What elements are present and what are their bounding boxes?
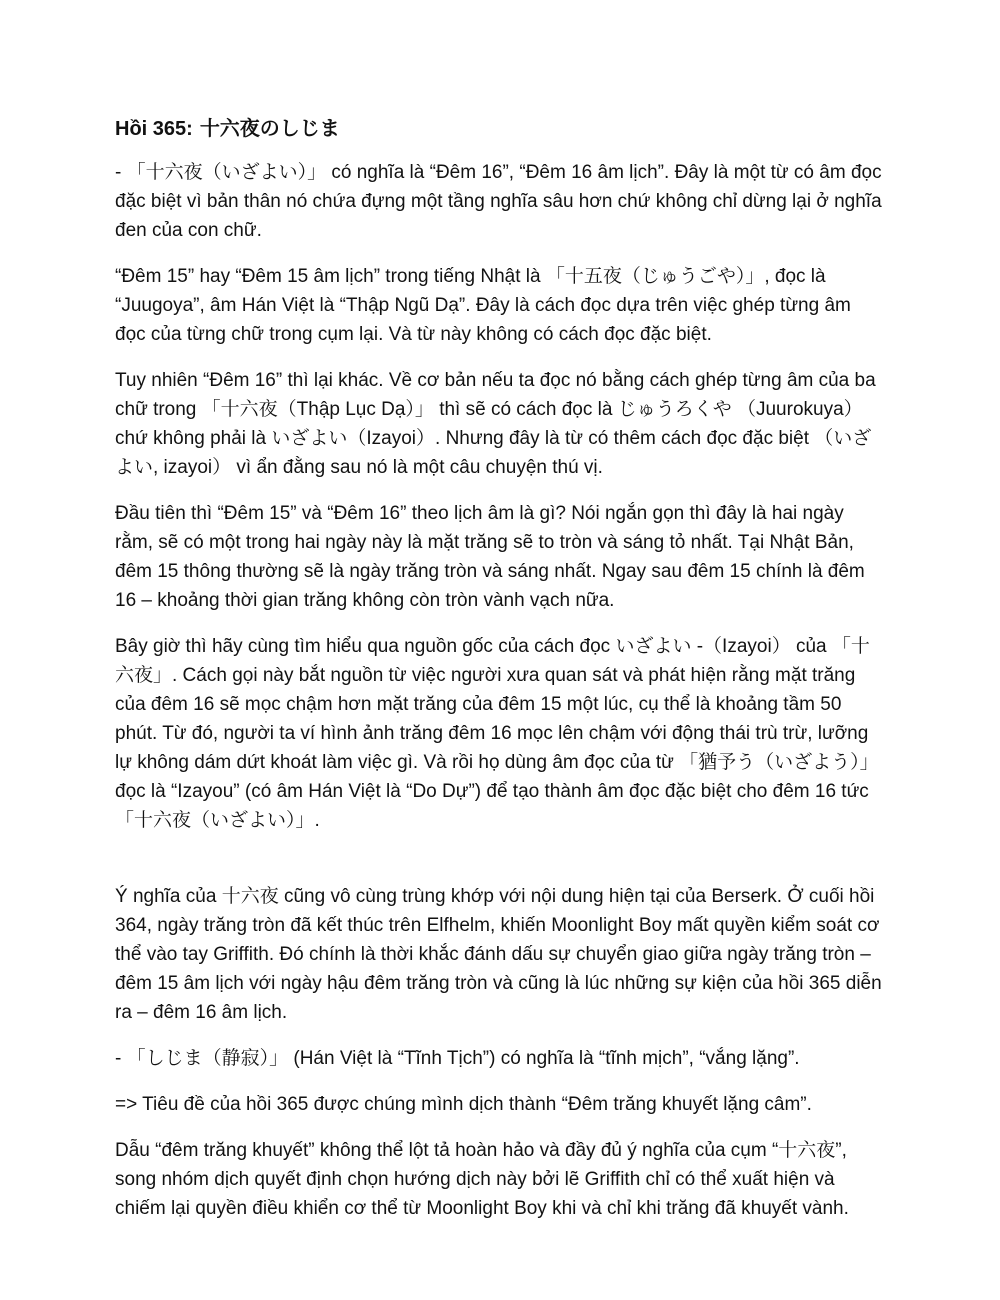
paragraph-title-translation: => Tiêu đề của hồi 365 được chúng mình dịch thành “Đêm trăng khuyết lặng câm”.	[115, 1094, 812, 1115]
paragraph-lunar-calendar-explanation: Đầu tiên thì “Đêm 15” và “Đêm 16” theo lịch âm là gì? Nói ngắn gọn thì đây là hai ngày rằm, sẽ có một trong hai ngày này là mặt trăng sẽ to tròn và sáng tỏ nhất. Tại Nhật Bản, đêm 15 thông thường sẽ là ngày trăng tròn và sáng nhất. Ngay sau đêm 15 chính là đêm 16 – khoảng thời gian trăng không còn tròn vành vạch nữa.	[115, 503, 865, 611]
paragraph-night16-reading: Tuy nhiên “Đêm 16” thì lại khác. Về cơ bản nếu ta đọc nó bằng cách ghép từng âm của ba chữ trong 「十六夜（Thập Lục Dạ）」 thì sẽ có cách đọc là じゅうろくや （Juurokuya） chứ không phải là いざよい（Izayoi）. Nhưng đây là từ có thêm cách đọc đặc biệt （いざよい, izayoi） vì ẩn đằng sau nó là một câu chuyện thú vị.	[115, 370, 876, 478]
chapter-label: Hồi 365:	[115, 118, 193, 140]
paragraph-translation-rationale: Dẫu “đêm trăng khuyết” không thể lột tả hoàn hảo và đầy đủ ý nghĩa của cụm “十六夜”, song nhóm dịch quyết định chọn hướng dịch này bởi lẽ Griffith chỉ có thể xuất hiện và chiếm lại quyền điều khiển cơ thể từ Moonlight Boy khi và chỉ khi trăng đã khuyết vành.	[115, 1140, 849, 1219]
paragraph-juugoya-night15: “Đêm 15” hay “Đêm 15 âm lịch” trong tiếng Nhật là 「十五夜（じゅうごや）」, đọc là “Juugoya”, âm Hán Việt là “Thập Ngũ Dạ”. Đây là cách đọc dựa trên việc ghép từng âm đọc của từng chữ trong cụm lại. Và từ này không có cách đọc đặc biệt.	[115, 266, 851, 345]
paragraph-berserk-meaning: Ý nghĩa của 十六夜 cũng vô cùng trùng khớp với nội dung hiện tại của Berserk. Ở cuối hồi 364, ngày trăng tròn đã kết thúc trên Elfhelm, khiến Moonlight Boy mất quyền kiểm soát cơ thể vào tay Griffith. Đó chính là thời khắc đánh dấu sự chuyển giao giữa ngày trăng tròn – đêm 15 âm lịch với ngày hậu đêm trăng tròn và cũng là lúc những sự kiện của hồi 365 diễn ra – đêm 16 âm lịch.	[115, 886, 882, 1023]
paragraph-izayoi-origin: Bây giờ thì hãy cùng tìm hiểu qua nguồn gốc của cách đọc いざよい -（Izayoi） của 「十六夜」. Cách gọi này bắt nguồn từ việc người xưa quan sát và phát hiện rằng mặt trăng của đêm 16 sẽ mọc chậm hơn mặt trăng của đêm 15 một lúc, cụ thể là khoảng tầm 50 phút. Từ đó, người ta ví hình ảnh trăng đêm 16 mọc lên chậm với động thái trù trừ, lưỡng lự không dám dứt khoát làm việc gì. Và rồi họ dùng âm đọc của từ 「猶予う（いざよう）」 đọc là “Izayou” (có âm Hán Việt là “Do Dự”) để tạo thành âm đọc đặc biệt cho đêm 16 tức 「十六夜（いざよい）」.	[115, 636, 879, 831]
page-title	[115, 116, 885, 143]
paragraph-shijima-definition: - 「しじま（静寂）」 (Hán Việt là “Tĩnh Tịch”) có nghĩa là “tĩnh mịch”, “vắng lặng”.	[115, 1048, 800, 1069]
chapter-title-japanese: 十六夜のしじま	[199, 118, 340, 140]
paragraph-izayoi-definition: - 「十六夜（いざよい）」 có nghĩa là “Đêm 16”, “Đêm 16 âm lịch”. Đây là một từ có âm đọc đặc biệt vì bản thân nó chứa đựng một tầng nghĩa sâu hơn chứ không chỉ dừng lại ở nghĩa đen của con chữ.	[115, 162, 882, 241]
